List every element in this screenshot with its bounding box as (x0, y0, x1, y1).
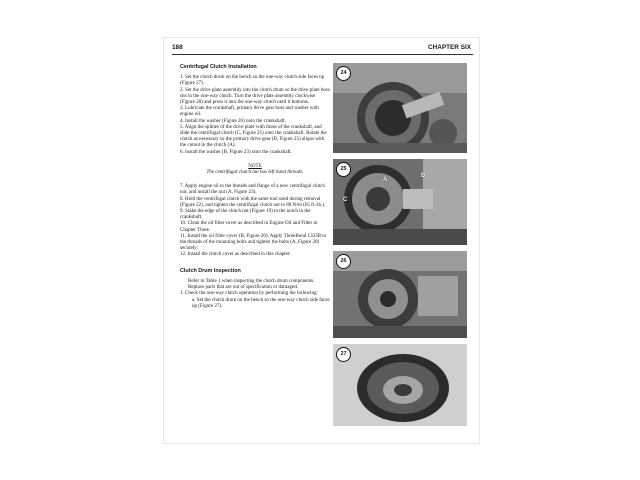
step: 5. Align the splines of the drive plate with those of the crankshaft, and slide the centrifugal clutch (C, Figure 25) onto the crankshaft. Rotate the clutch as necessary so the primary drive gear (B, Figure 25) aligns with the cutout in the clutch (A). (180, 123, 327, 149)
figure-number-badge: 25 (336, 162, 351, 177)
step: 1. Set the clutch drum on the bench so the one-way clutch side faces up (Figure 27). (180, 74, 325, 87)
step: 1. Check the one-way clutch operation by performing the following: (180, 290, 318, 297)
step: 11. Install the oil filter cover (B, Figure 20). Apply ThreeBond 1333B to the threads of the mounting bolts and tighten the bolts (A, Figure 20) securely. (180, 232, 327, 252)
callout-label: B (421, 173, 426, 179)
paragraph: Refer to Table 1 when inspecting the clutch drum components. Replace parts that are out of specification or damaged. (188, 277, 315, 291)
step: 10. Clean the oil filter cover as described in Engine Oil and Filter in Chapter Three. (180, 220, 318, 233)
figure-number-badge: 27 (336, 347, 351, 362)
step: 7. Apply engine oil to the threads and flange of a new centrifugal clutch nut, and install the nut (A, Figure 23). (180, 183, 325, 196)
step: 3. Lubricate the crankshaft, primary drive gear boss and washer with engine oil. (180, 105, 319, 118)
figure-25-photo (333, 159, 467, 245)
figure-number-badge: 24 (336, 66, 351, 81)
figure-number-badge: 26 (336, 254, 351, 269)
chapter-title: CHAPTER SIX (428, 44, 471, 51)
figure-27-photo (333, 344, 467, 426)
section-heading-clutch-installation: Centrifugal Clutch Installation (180, 64, 257, 70)
callout-label: A (383, 177, 388, 183)
step: 6. Install the washer (B, Figure 23) onto the crankshaft. (180, 148, 292, 155)
running-header (172, 44, 473, 54)
figure-24-photo (333, 63, 467, 153)
step: 9. Stake the edge of the clutch nut (Figure 19) to the notch in the crankshaft. (180, 208, 311, 221)
step: 4. Install the washer (Figure 26) onto the crankshaft. (180, 117, 286, 124)
step: 2. Set the drive plate assembly into the clutch drum so the drive plate boss sits in the one-way clutch. Turn the drive plate assembly clockwise (Figure 28) and press it into the one-way clutch until it bottoms. (180, 86, 330, 106)
section-heading-drum-inspection: Clutch Drum Inspection (180, 267, 241, 274)
note-block (180, 163, 330, 175)
note-title: NOTE (248, 162, 262, 169)
text-column (180, 64, 330, 309)
step: 12. Install the clutch cover as described in this chapter. (180, 251, 291, 258)
note-text: The centrifugal clutch nut has left hand threads. (206, 169, 304, 176)
sub-step: a. Set the clutch drum on the bench so the one-way clutch side faces up (Figure 27). (192, 296, 330, 309)
page-number: 188 (172, 44, 183, 51)
header-rule (172, 54, 473, 55)
callout-label: C (343, 197, 348, 203)
step: 8. Hold the centrifugal clutch with the same tool used during removal (Figure 22), and tighten the centrifugal clutch nut to 88 N•m (65 ft.-lb.). (180, 195, 326, 208)
figure-26-photo (333, 251, 467, 338)
